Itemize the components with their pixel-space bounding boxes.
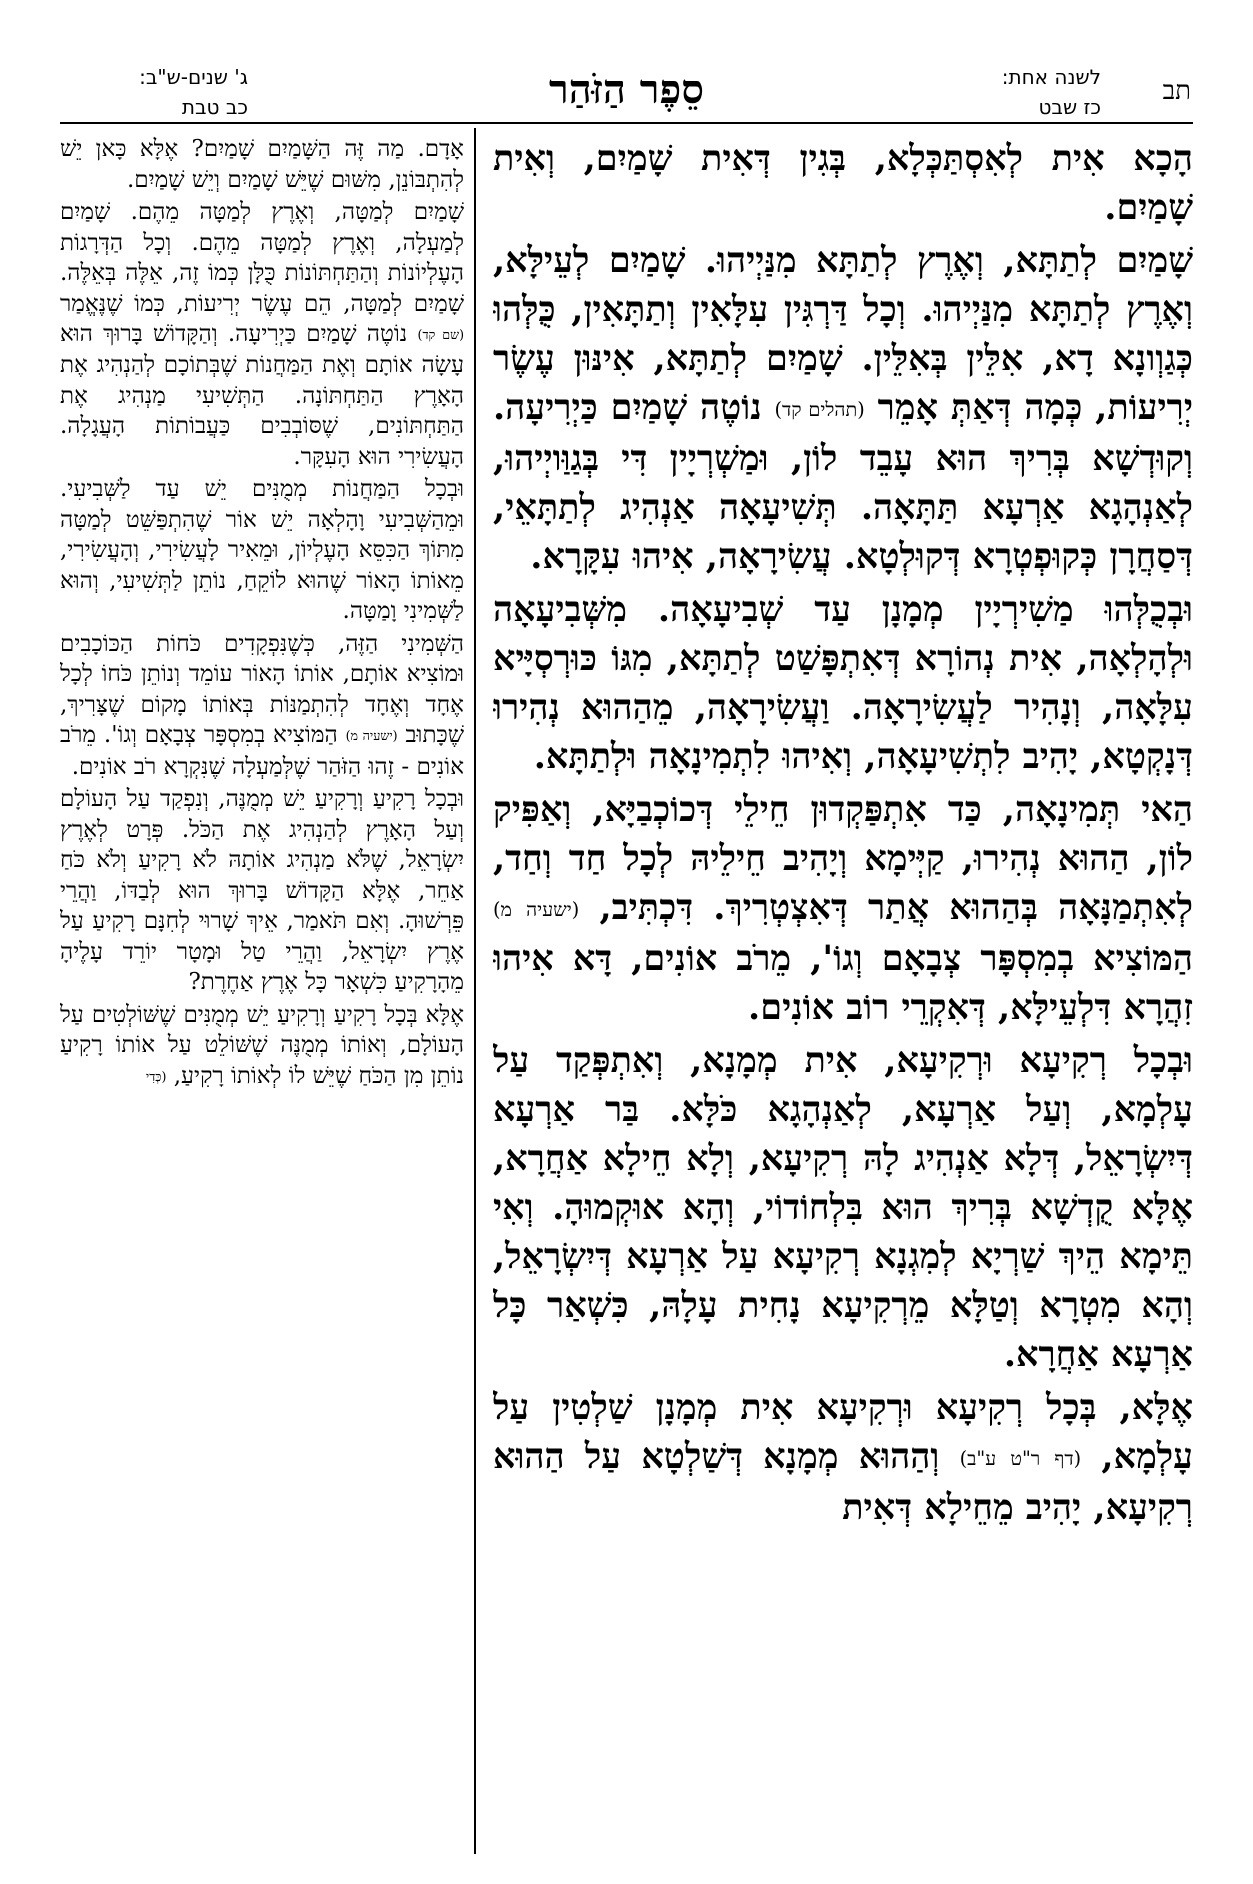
page-reference: (דף ר"ט ע"ב) [959,1447,1082,1470]
translation-paragraph: וּבְכָל הַמַּחֲנוֹת מְמֻנִּים יֵשׁ עַד לַשְּׁבִיעִי. וּמֵהַשְּׁבִיעִי וָהָלְאָה יֵשׁ אוֹר שֶׁהִתְפַּשֵּׁט לְמַטָּה מִתּוֹךְ הַכִּסֵּא הָעֶלְיוֹן, וּמֵאִיר לָעֲשִׂירִי, וְהָעֲשִׂירִי, מֵאוֹתוֹ הָאוֹר שֶׁהוּא לוֹקֵחַ, נוֹתֵן לַתְּשִׁיעִי, וְהוּא לַשְּׁמִינִי וָמַטָּה. [60,476,464,625]
main-paragraph: הַאי תְּמִינָאָה, כַּד אִתְפַּקְדוּן חֵילֵי דְּכוֹכְבַיָּא, וְאַפִּיק לוֹן, הַהוּא נְהִירוּ, קַיְּימָא וְיָהִיב חֵילֵיהּ לְכָל חַד וְחַד, לְאִתְמַנָּאָה בְּהַהוּא אֲתַר דְּאִצְטְרִיךְ. דִּכְתִּיב, (ישעיה מ) הַמּוֹצִיא בְמִסְפָּר צְבָאָם וְגוֹ', מֵרֹב אוֹנִים, דָּא אִיהוּ זִהֲרָא דִּלְעֵילָּא, דְּאִקְרֵי רוֹב אוֹנִים. [493,789,1193,1028]
source-reference: (ישעיה מ) [493,898,580,921]
aramaic-text-column [493,134,1193,1854]
main-paragraph: הָכָא אִית לְאִסְתַּכְּלָא, בְּגִין דְּאִית שָׁמַיִם, וְאִית שָׁמַיִם. [493,138,1193,228]
book-title: סֵפֶר הַזֹּהַר [549,66,704,113]
main-paragraph: שָׁמַיִם לְתַתָּא, וְאֶרֶץ לְתַתָּא מִנַּיְיהוּ. שָׁמַיִם לְעֵילָּא, וְאֶרֶץ לְתַתָּא מִנַּיְיהוּ. וְכָל דַּרְגִּין עִלָּאִין וְתַתָּאִין, כֻּלְּהוּ כְּגַוְונָא דָא, אִלֵּין בְּאִלֵּין. שָׁמַיִם לְתַתָּא, אִינּוּן עֶשֶׂר יְרִיעוֹת, כְּמָה דְּאַתְּ אָמֵר (תהלים קד) נוֹטֶה שָׁמַיִם כַּיְרִיעָה. וְקוּדְשָׁא בְּרִיךְ הוּא עָבֵד לוֹן, וּמַשְׁרְיָין דִּי בְּגַוַּויְיהוּ, לְאַנְהָגָא אַרְעָא תַּתָּאָה. תְּשִׁיעָאָה אַנְהִיג לְתַתָּאֵי, דְּסַחֲרָן כְּקוּפְטְרָא דְּקוּלְטָא. עֲשִׂירָאָה, אִיהוּ עִקָּרָא. [493,240,1193,577]
source-reference: (כְּדִי [145,1068,167,1084]
main-paragraph: אֶלָּא, בְּכָל רְקִיעָא וּרְקִיעָא אִית מְמָנָן שַׁלְטִין עַל עָלְמָא, (דף ר"ט ע"ב) וְהַהוּא מְמָנָא דְּשַׁלְטָא עַל הַהוּא רְקִיעָא, יָהִיב מֵחֵילָא דְּאִית [493,1387,1193,1528]
source-reference: (תהלים קד) [774,398,865,421]
schedule-one-year-label: לשנה אחת: [1001,65,1101,89]
translation-paragraph: הַשְּׁמִינִי הַזֶּה, כְּשֶׁנִּפְקָדִים כֹּחוֹת הַכּוֹכָבִים וּמוֹצִיא אוֹתָם, אוֹתוֹ הָאוֹר עוֹמֵד וְנוֹתֵן כֹּחוֹ לְכָל אֶחָד וְאֶחָד לְהִתְמַנּוֹת בְּאוֹתוֹ מָקוֹם שֶׁצָּרִיךְ, שֶׁכָּתוּב (ישעיה מ) הַמּוֹצִיא בְמִסְפָּר צְבָאָם וְגוֹ'. מֵרֹב אוֹנִים - זֶהוּ הַזֹּהַר שֶׁלְּמַעְלָה שֶׁנִּקְרָא רֹב אוֹנִים. [60,630,464,780]
study-schedule-three-years [68,62,248,122]
source-reference: (ישעיה מ) [345,728,398,743]
page-number: תב [1162,76,1191,106]
translation-paragraph: אָדָם. מַה זֶּה הַשָּׁמַיִם שָׁמַיִם? אֶלָּא כָּאן יֵשׁ לְהִתְבּוֹנֵן, מִשּׁוּם שֶׁיֵּשׁ שָׁמַיִם וְיֵשׁ שָׁמַיִם. [60,136,464,193]
translation-paragraph: וּבְכָל רָקִיעַ וְרָקִיעַ יֵשׁ מְמֻנֶּה, וְנִפְקַד עַל הָעוֹלָם וְעַל הָאָרֶץ לְהַנְהִיג אֶת הַכֹּל. פְּרָט לְאֶרֶץ יִשְׂרָאֵל, שֶׁלֹּא מַנְהִיג אוֹתָהּ לֹא רָקִיעַ וְלֹא כֹּחַ אַחֵר, אֶלָּא הַקָּדוֹשׁ בָּרוּךְ הוּא לְבַדּוֹ, וַהֲרֵי פֵּרְשׁוּהָ. וְאִם תֹּאמַר, אֵיךְ שָׁרוּי לְחִנָּם רָקִיעַ עַל אֶרֶץ יִשְׂרָאֵל, וַהֲרֵי טַל וּמָטָר יוֹרֵד עָלֶיהָ מֵהָרָקִיעַ כִּשְׁאָר כָּל אֶרֶץ אַחֶרֶת? [60,786,464,995]
header-rule [60,122,1193,124]
hebrew-translation-column [60,134,464,1854]
column-divider [474,128,476,1854]
main-paragraph: וּבְכָל רְקִיעָא וּרְקִיעָא, אִית מְמָנָא, וְאִתְפְּקַד עַל עָלְמָא, וְעַל אַרְעָא, לְאַנְהָגָא כֹּלָּא. בַּר אַרְעָא דְּיִשְׂרָאֵל, דְּלָא אַנְהִיג לָהּ רְקִיעָא, וְלָא חֵילָא אַחֲרָא, אֶלָּא קֻדְשָׁא בְּרִיךְ הוּא בִּלְחוֹדוֹי, וְהָא אוּקְמוּהָ. וְאִי תֵּימָא הֵיךְ שַׁרְיָא לְמִגְנָא רְקִיעָא עַל אַרְעָא דְּיִשְׂרָאֵל, וְהָא מִטְרָא וְטַלָּא מֵרְקִיעָא נָחִית עָלָהּ, כִּשְׁאַר כָּל אַרְעָא אַחֲרָא. [493,1040,1193,1375]
translation-paragraph: שָׁמַיִם לְמַטָּה, וְאֶרֶץ לְמַטָּה מֵהֶם. שָׁמַיִם לְמַעְלָה, וְאֶרֶץ לְמַטָּה מֵהֶם. וְכָל הַדְּרָגוֹת הָעֶלְיוֹנוֹת וְהַתַּחְתּוֹנוֹת כֻּלָּן כְּמוֹ זֶה, אֵלֶּה בְּאֵלֶּה. שָׁמַיִם לְמַטָּה, הֵם עֶשֶׂר יְרִיעוֹת, כְּמוֹ שֶׁנֶּאֱמַר (שם קד) נוֹטֶה שָׁמַיִם כַּיְרִיעָה. וְהַקָּדוֹשׁ בָּרוּךְ הוּא עָשָׂה אוֹתָם וְאֶת הַמַּחֲנוֹת שֶׁבְּתוֹכָם לְהַנְהִיג אֶת הָאָרֶץ הַתַּחְתּוֹנָה. הַתְּשִׁיעִי מַנְהִיג אֶת הַתַּחְתּוֹנִים, שֶׁסּוֹבְבִים כַּעֲבוֹתוֹת הָעֲגָלָה. הָעֲשִׂירִי הוּא הָעִקָּר. [60,199,464,470]
page-header [60,58,1193,128]
schedule-one-year-date: כז שבט [1038,95,1101,119]
main-paragraph: וּבְכֻלְּהוּ מַשִׁירְיָין מְמָנָן עַד שְׁבִיעָאָה. מִשְּׁבִיעָאָה וּלְהָלְאָה, אִית נְהוֹרָא דְּאִתְפָּשַׁט לְתַתָּא, מִגּוֹ כּוּרְסְיָּיא עִלָּאָה, וְנָהִיר לַעֲשִׂירָאָה. וַעֲשִׂירָאָה, מֵהַהוּא נְהִירוּ דְּנָקְטָא, יָהִיב לִתְשִׁיעָאָה, וְאִיהוּ לִתְמִינָאָה וּלְתַתָּא. [493,589,1193,777]
schedule-three-years-label: ג' שנים-ש"ב: [139,65,248,89]
schedule-three-years-date: כב טבת [181,95,248,119]
source-reference: (שם קד) [417,326,464,342]
translation-paragraph: אֶלָּא בְּכָל רָקִיעַ וְרָקִיעַ יֵשׁ מְמֻנִּים שֶׁשּׁוֹלְטִים עַל הָעוֹלָם, וְאוֹתוֹ מְמֻנֶּה שֶׁשּׁוֹלֵט עַל אוֹתוֹ רָקִיעַ נוֹתֵן מִן הַכֹּחַ שֶׁיֵּשׁ לוֹ לְאוֹתוֹ רָקִיעַ, (כְּדִי [60,1001,464,1089]
